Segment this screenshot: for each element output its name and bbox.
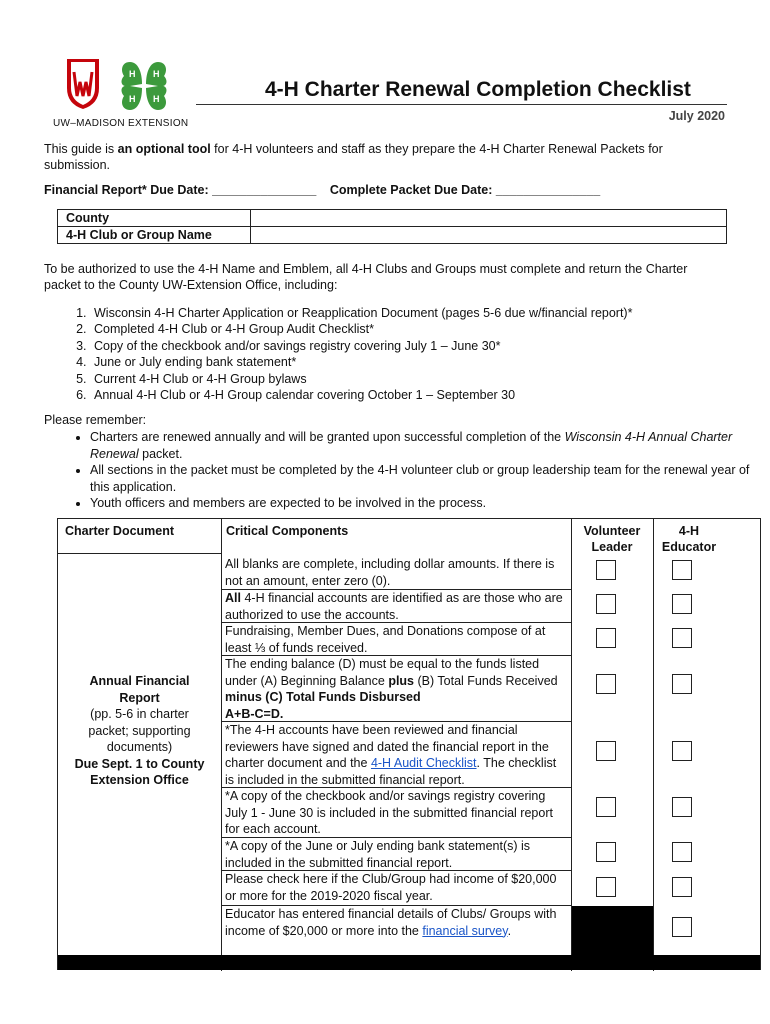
- page-title: 4-H Charter Renewal Completion Checklist: [265, 78, 691, 101]
- info-table: [57, 209, 727, 244]
- list-item: 5. Current 4-H Club or 4-H Group bylaws: [90, 371, 750, 387]
- logo-text: UW–MADISON EXTENSION: [53, 118, 189, 129]
- financial-due-date[interactable]: Financial Report* Due Date: _______________: [44, 183, 317, 197]
- volunteer-checkbox-2[interactable]: [596, 594, 616, 614]
- component-row-9: Educator has entered financial details of Clubs/ Groups with income of $20,000 or more into the financial survey.: [225, 907, 557, 938]
- club-name-label: 4-H Club or Group Name: [58, 227, 251, 244]
- svg-text:H: H: [153, 69, 160, 79]
- requirements-list: [44, 305, 750, 403]
- list-item: 1. Wisconsin 4-H Charter Application or Reapplication Document (pages 5-6 due w/financial report)*: [90, 305, 750, 321]
- educator-checkbox-8[interactable]: [672, 877, 692, 897]
- authorize-paragraph: To be authorized to use the 4-H Name and Emblem, all 4-H Clubs and Groups must complete and return the Charter packet to the County UW-Extension Office, including:: [44, 262, 688, 292]
- volunteer-checkbox-8[interactable]: [596, 877, 616, 897]
- title-divider: [196, 104, 727, 105]
- educator-checkbox-7[interactable]: [672, 842, 692, 862]
- header-critical-components: Critical Components: [226, 524, 349, 538]
- due-dates: [44, 183, 610, 197]
- list-item: • Youth officers and members are expected to be involved in the process.: [90, 495, 752, 512]
- header-volunteer-leader: Volunteer Leader: [583, 524, 641, 554]
- educator-checkbox-9[interactable]: [672, 917, 692, 937]
- volunteer-checkbox-1[interactable]: [596, 560, 616, 580]
- component-row-2: All 4-H financial accounts are identified as are those who are authorized to use the accounts.: [225, 591, 563, 622]
- remember-heading: Please remember:: [44, 413, 147, 427]
- volunteer-checkbox-4[interactable]: [596, 674, 616, 694]
- component-row-1: All blanks are complete, including dollar amounts. If there is not an amount, enter zero (0).: [225, 557, 555, 588]
- educator-checkbox-2[interactable]: [672, 594, 692, 614]
- component-row-5: *The 4-H accounts have been reviewed and financial reviewers have signed and dated the financial report in the charter document and the 4-H Audit Checklist. The checklist is included in the submitted financial report.: [225, 723, 557, 787]
- svg-text:H: H: [129, 69, 136, 79]
- document-description: [58, 673, 221, 789]
- header-charter-document: Charter Document: [65, 524, 175, 538]
- list-item: • All sections in the packet must be completed by the 4-H volunteer club or group leadership team for the renewal year of this application.: [90, 462, 752, 495]
- county-label: County: [58, 210, 251, 227]
- educator-checkbox-3[interactable]: [672, 628, 692, 648]
- list-item: 6. Annual 4-H Club or 4-H Group calendar covering October 1 – September 30: [90, 387, 750, 403]
- doc-due: Due Sept. 1 to County Extension Office: [74, 756, 205, 787]
- table-row: [58, 227, 727, 244]
- volunteer-checkbox-6[interactable]: [596, 797, 616, 817]
- checklist-table: [57, 518, 761, 970]
- doc-pages: (pp. 5-6 in charter packet; supporting documents): [88, 707, 191, 754]
- county-field[interactable]: [251, 210, 727, 227]
- club-name-field[interactable]: [251, 227, 727, 244]
- list-item: 2. Completed 4-H Club or 4-H Group Audit Checklist*: [90, 321, 750, 337]
- table-footer-bar: [58, 955, 760, 970]
- educator-checkbox-6[interactable]: [672, 797, 692, 817]
- component-row-8: Please check here if the Club/Group had income of $20,000 or more for the 2019-2020 fiscal year.: [225, 872, 557, 903]
- uw-crest-logo: [66, 58, 100, 110]
- list-item: • Charters are renewed annually and will be granted upon successful completion of the Wisconsin 4-H Annual Charter Renewal packet.: [90, 429, 752, 462]
- volunteer-checkbox-7[interactable]: [596, 842, 616, 862]
- remember-list: [60, 429, 752, 512]
- packet-due-date[interactable]: Complete Packet Due Date: _______________: [329, 183, 601, 197]
- header-4h-educator: 4-H Educator: [661, 524, 717, 554]
- table-row: [58, 210, 727, 227]
- component-row-4: The ending balance (D) must be equal to the funds listed under (A) Beginning Balance plus (B) Total Funds Received minus (C) Total Funds Disbursed A+B-C=D.: [225, 657, 558, 721]
- educator-checkbox-1[interactable]: [672, 560, 692, 580]
- list-item: 3. Copy of the checkbook and/or savings registry covering July 1 – June 30*: [90, 338, 750, 354]
- volunteer-checkbox-5[interactable]: [596, 741, 616, 761]
- document-date: July 2020: [668, 109, 725, 123]
- svg-text:H: H: [153, 94, 160, 104]
- educator-checkbox-4[interactable]: [672, 674, 692, 694]
- intro-paragraph: This guide is an optional tool for 4-H volunteers and staff as they prepare the 4-H Charter Renewal Packets for submission.: [44, 142, 663, 172]
- financial-survey-link[interactable]: financial survey: [422, 923, 508, 938]
- 4h-clover-logo: [118, 60, 170, 112]
- audit-checklist-link[interactable]: 4-H Audit Checklist: [370, 756, 477, 770]
- educator-checkbox-5[interactable]: [672, 741, 692, 761]
- doc-title: Annual Financial Report: [89, 674, 190, 705]
- list-item: 4. June or July ending bank statement*: [90, 354, 750, 370]
- svg-text:H: H: [129, 94, 136, 104]
- component-row-3: Fundraising, Member Dues, and Donations compose of at least ⅓ of funds received.: [225, 624, 546, 655]
- component-row-7: *A copy of the June or July ending bank statement(s) is included in the submitted financial report.: [225, 839, 531, 870]
- component-row-6: *A copy of the checkbook and/or savings registry covering July 1 - June 30 is included in the submitted financial report for each account.: [225, 789, 553, 836]
- volunteer-checkbox-3[interactable]: [596, 628, 616, 648]
